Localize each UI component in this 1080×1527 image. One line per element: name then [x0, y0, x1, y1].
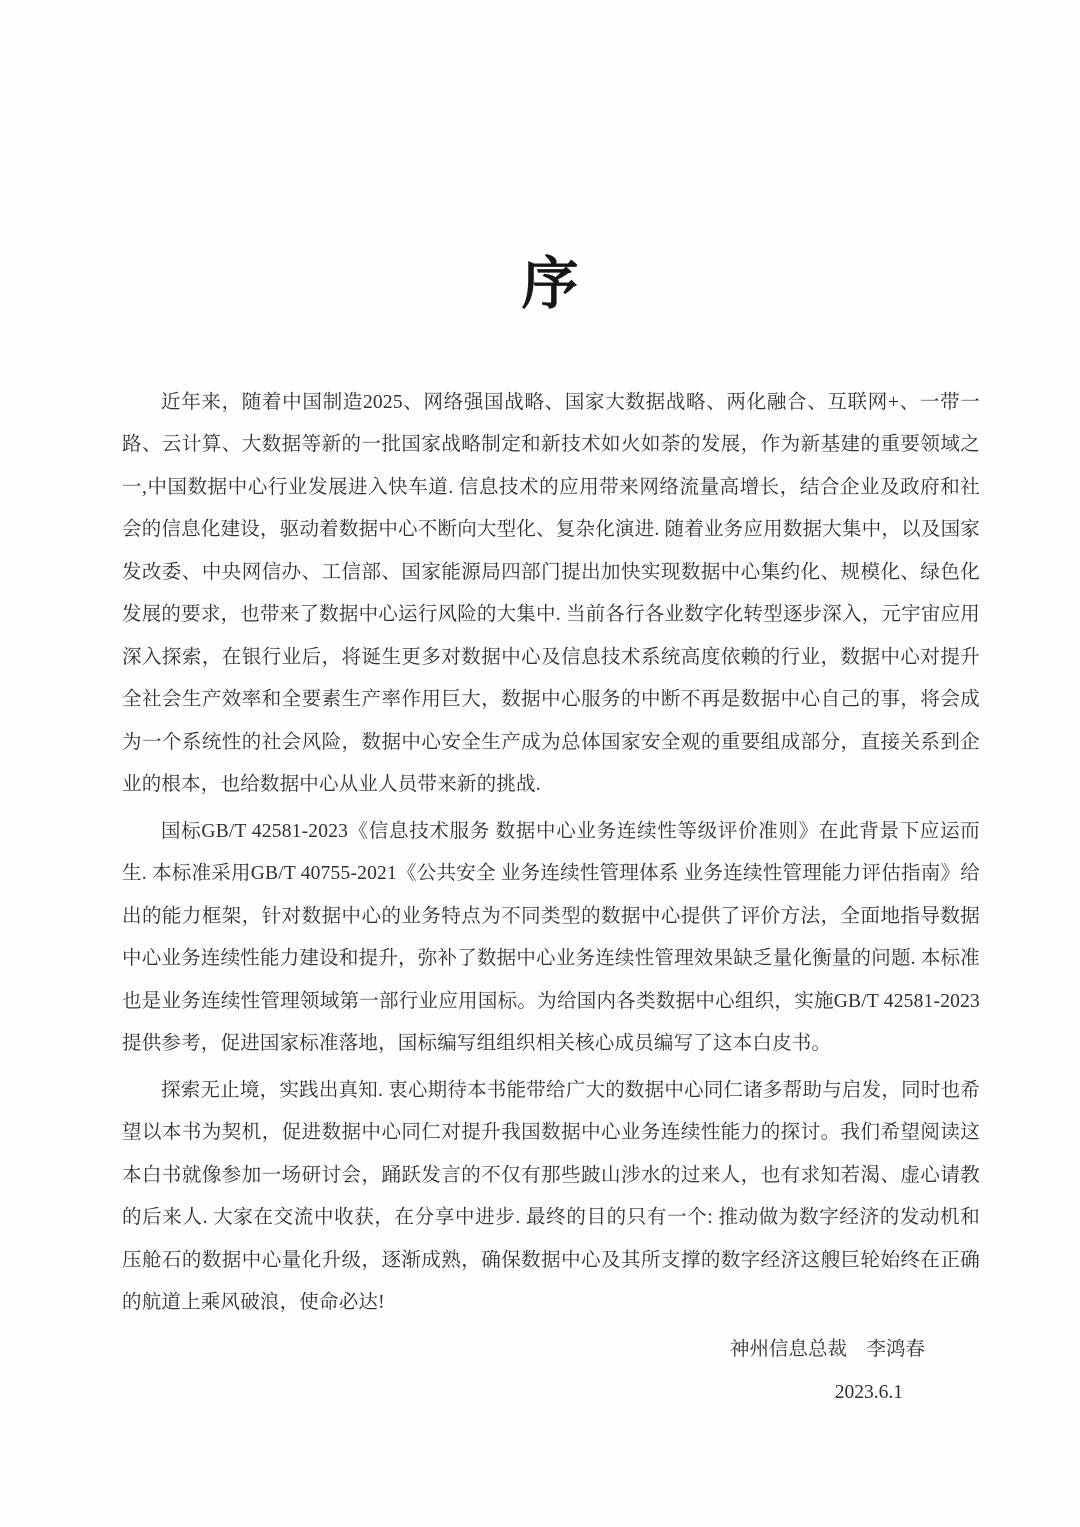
date-line: 2023.6.1 [834, 1381, 903, 1403]
page-title: 序 [521, 253, 581, 316]
signature-line: 神州信息总裁 李鸿春 [729, 1338, 925, 1360]
paragraph-2: 国标GB/T 42581-2023《信息技术服务 数据中心业务连续性等级评价准则》在此背景下应运而生. 本标准采用GB/T 40755-2021《公共安全 业务连续性管理体系 业务连续性管理能力评估指南》给出的能力框架，针对数据中心的业务特点为不同类型的数据中心提供了评价方法，全面地指导数据中心业务连续性能力建设和提升，弥补了数据中心业务连续性管理效果缺乏量化衡量的问题. 本标准也是业务连续性管理领域第一部行业应用国标。为给国内各类数据中心组织，实施GB/T 42581-2023提供参考，促进国家标准落地，国标编写组组织相关核心成员编写了这本白皮书。 [122, 820, 980, 1055]
paragraph-1: 近年来，随着中国制造2025、网络强国战略、国家大数据战略、两化融合、互联网+、一带一路、云计算、大数据等新的一批国家战略制定和新技术如火如荼的发展，作为新基建的重要领域之一,中国数据中心行业发展进入快车道. 信息技术的应用带来网络流量高增长，结合企业及政府和社会的信息化建设，驱动着数据中心不断向大型化、复杂化演进. 随着业务应用数据大集中，以及国家发改委、中央网信办、工信部、国家能源局四部门提出加快实现数据中心集约化、规模化、绿色化发展的要求，也带来了数据中心运行风险的大集中. 当前各行各业数字化转型逐步深入，元宇宙应用深入探索，在银行业后，将诞生更多对数据中心及信息技术系统高度依赖的行业，数据中心对提升全社会生产效率和全要素生产率作用巨大，数据中心服务的中断不再是数据中心自己的事，将会成为一个系统性的社会风险，数据中心安全生产成为总体国家安全观的重要组成部分，直接关系到企业的根本，也给数据中心从业人员带来新的挑战. [122, 391, 980, 796]
paragraph-3: 探索无止境，实践出真知. 衷心期待本书能带给广大的数据中心同仁诸多帮助与启发，同时也希望以本书为契机，促进数据中心同仁对提升我国数据中心业务连续性能力的探讨。我们希望阅读这本白书就像参加一场研讨会，踊跃发言的不仅有那些跛山涉水的过来人，也有求知若渴、虚心请教的后来人. 大家在交流中收获，在分享中进步. 最终的目的只有一个: 推动做为数字经济的发动机和压舱石的数据中心量化升级，逐渐成熟，确保数据中心及其所支撑的数字经济这艘巨轮始终在正确的航道上乘风破浪，使命必达! [122, 1079, 980, 1314]
document-body [122, 382, 980, 1325]
